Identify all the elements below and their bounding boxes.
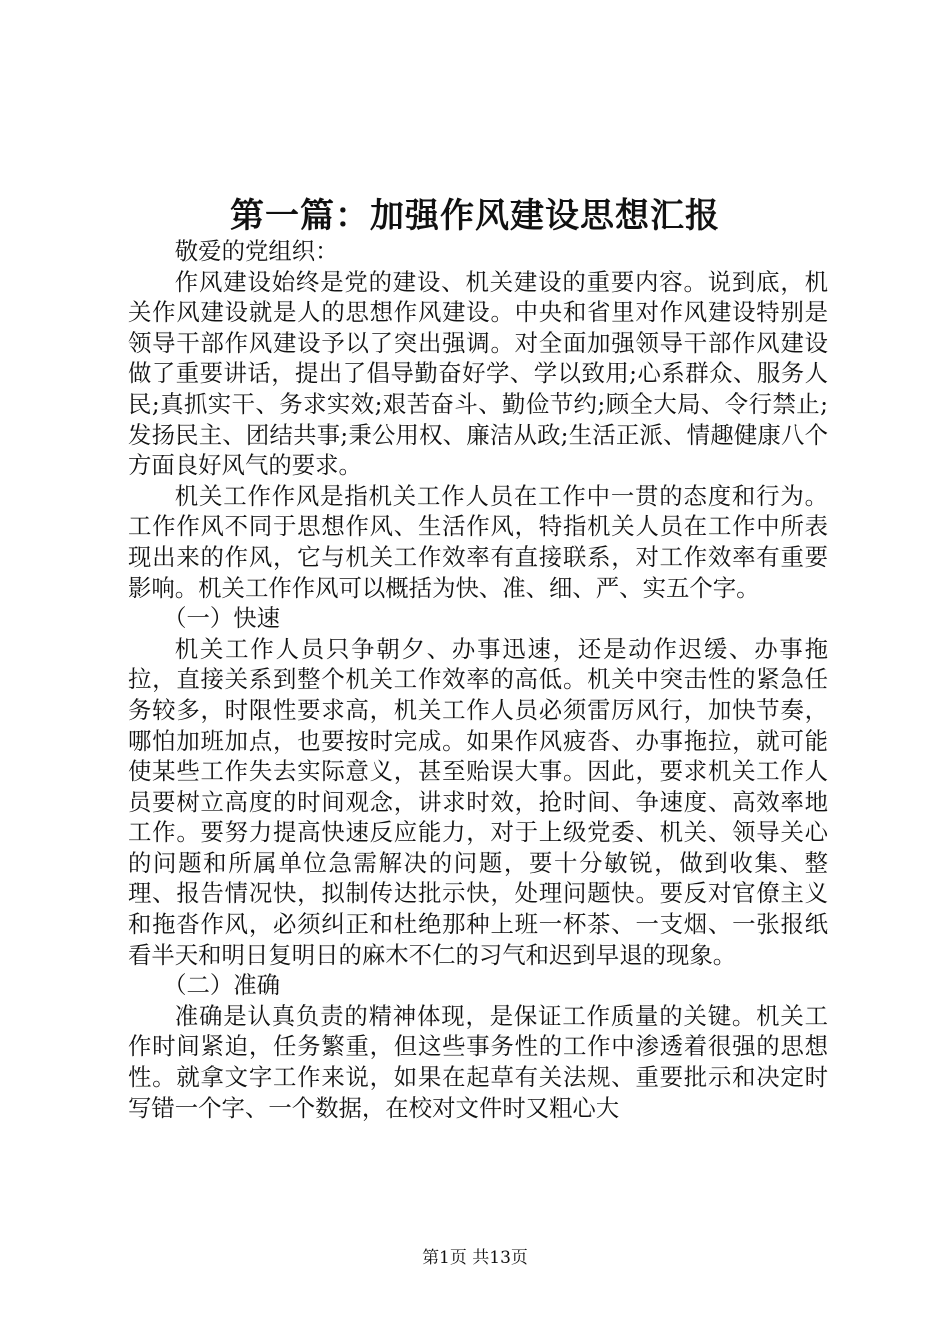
paragraph-1: 作风建设始终是党的建设、机关建设的重要内容。说到底，机关作风建设就是人的思想作风建设。中央和省里对作风建设特别是领导干部作风建设予以了突出强调。对全面加强领导干部作风建设做了重要讲话，提出了倡导勤奋好学、学以致用;心系群众、服务人民;真抓实干、务求实效;艰苦奋斗、勤俭节约;顾全大局、令行禁止;发扬民主、团结共事;秉公用权、廉洁从政;生活正派、情趣健康八个方面良好风气的要求。 (128, 267, 828, 480)
document-body (128, 236, 828, 1123)
section-heading-accuracy: （二）准确 (163, 971, 281, 1000)
paragraph-2: 机关工作作风是指机关工作人员在工作中一贯的态度和行为。工作作风不同于思想作风、生活作风，特指机关人员在工作中所表现出来的作风，它与机关工作效率有直接联系，对工作效率有重要影响。机关工作作风可以概括为快、准、细、严、实五个字。 (128, 481, 828, 602)
section-text-speed: 机关工作人员只争朝夕、办事迅速，还是动作迟缓、办事拖拉，直接关系到整个机关工作效率的高低。机关中突击性的紧急任务较多，时限性要求高，机关工作人员必须雷厉风行，加快节奏，哪怕加班加点，也要按时完成。如果作风疲沓、办事拖拉，就可能使某些工作失去实际意义，甚至贻误大事。因此，要求机关工作人员要树立高度的时间观念，讲求时效，抢时间、争速度、高效率地工作。要努力提高快速反应能力，对于上级党委、机关、领导关心的问题和所属单位急需解决的问题，要十分敏锐，做到收集、整理、报告情况快，拟制传达批示快，处理问题快。要反对官僚主义和拖沓作风，必须纠正和杜绝那种上班一杯茶、一支烟、一张报纸看半天和明日复明日的麻木不仁的习气和迟到早退的现象。 (128, 634, 828, 969)
section-heading-speed: （一）快速 (163, 604, 281, 633)
document-title: 第一篇：加强作风建设思想汇报 (230, 196, 720, 236)
section-text-accuracy: 准确是认真负责的精神体现，是保证工作质量的关键。机关工作时间紧迫，任务繁重，但这些事务性的工作中渗透着很强的思想性。就拿文字工作来说，如果在起草有关法规、重要批示和决定时写错一个字、一个数据，在校对文件时又粗心大 (128, 1001, 828, 1122)
salutation: 敬爱的党组织： (174, 237, 339, 265)
page-number-footer: 第1页 共13页 (422, 1248, 528, 1268)
